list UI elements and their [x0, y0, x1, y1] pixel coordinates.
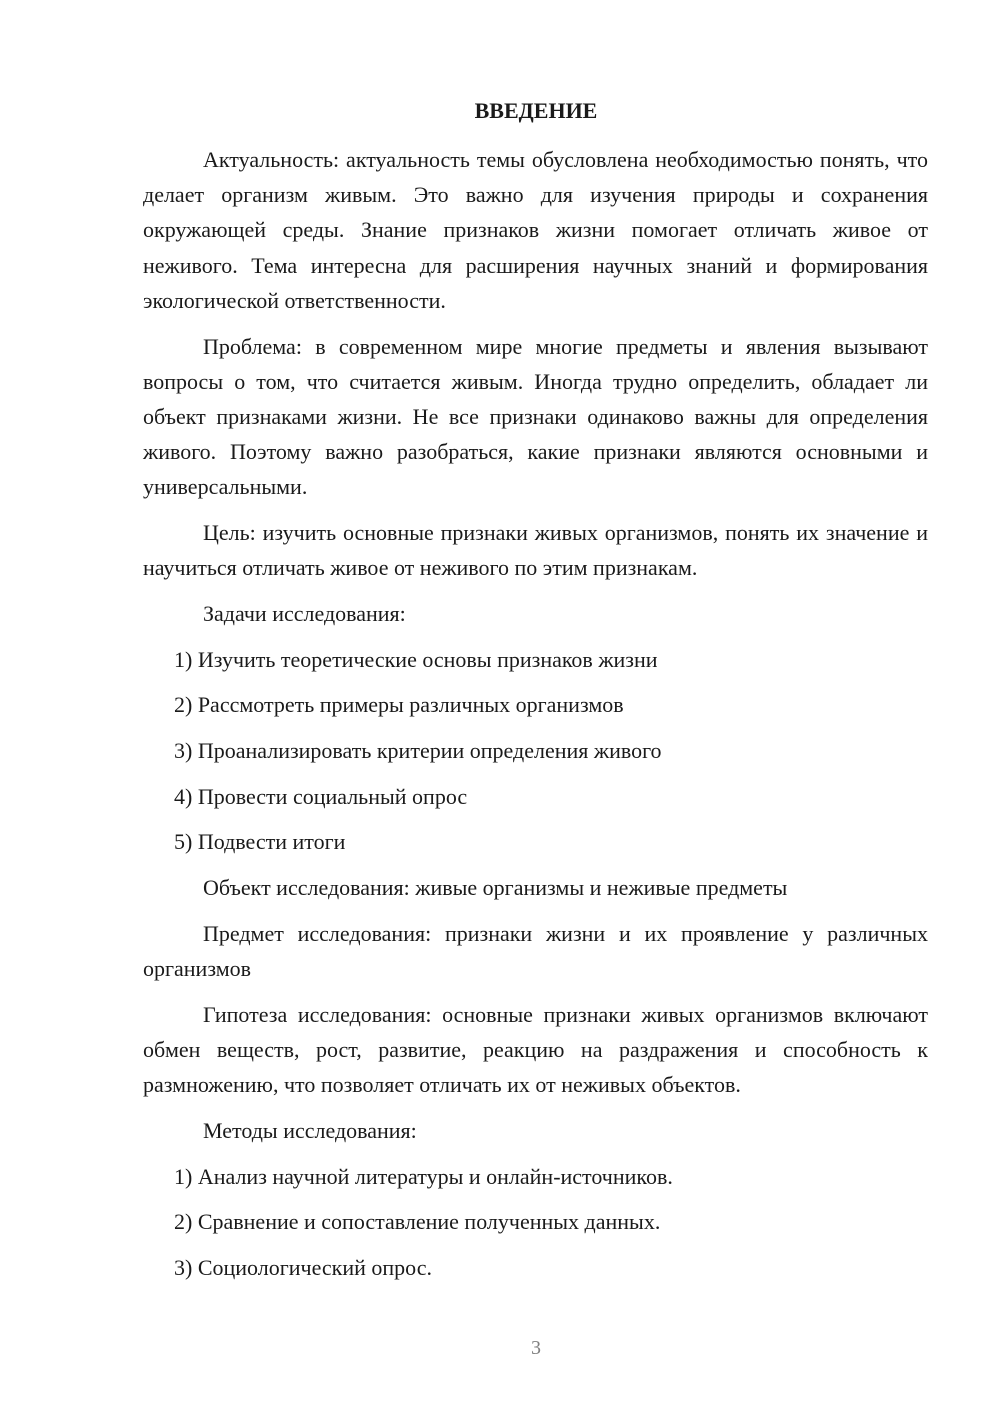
method-item: 2) Сравнение и сопоставление полученных данных.	[174, 1209, 661, 1235]
task-item: 5) Подвести итоги	[174, 829, 346, 855]
goal-paragraph: Цель: изучить основные признаки живых организмов, понять их значение и научиться отличать живое от неживого по этим признакам.	[143, 520, 928, 581]
method-item: 3) Социологический опрос.	[174, 1254, 432, 1280]
method-item: 1) Анализ научной литературы и онлайн-источников.	[174, 1163, 673, 1189]
object-paragraph: Объект исследования: живые организмы и неживые предметы	[203, 875, 788, 901]
hypothesis-paragraph: Гипотеза исследования: основные признаки живых организмов включают обмен веществ, рост, развитие, реакцию на раздражения и способность к размножению, что позволяет отличать их от неживых объектов.	[143, 1001, 928, 1098]
task-item: 3) Проанализировать критерии определения живого	[174, 738, 662, 764]
relevance-paragraph: Актуальность: актуальность темы обусловлена необходимостью понять, что делает организм живым. Это важно для изучения природы и сохранения окружающей среды. Знание признаков жизни помогает отличать живое от неживого. Тема интересна для расширения научных знаний и формирования экологической ответственности.	[143, 147, 928, 313]
task-item: 4) Провести социальный опрос	[174, 783, 468, 809]
tasks-heading: Задачи исследования:	[203, 600, 406, 626]
task-item: 2) Рассмотреть примеры различных организмов	[174, 692, 624, 718]
subject-paragraph: Предмет исследования: признаки жизни и их проявление у различных организмов	[143, 920, 928, 982]
task-item: 1) Изучить теоретические основы признаков жизни	[174, 646, 658, 672]
page-title: ВВЕДЕНИЕ	[474, 98, 598, 123]
page-number: 3	[531, 1337, 541, 1359]
document-body	[143, 142, 928, 1296]
problem-paragraph: Проблема: в современном мире многие предметы и явления вызывают вопросы о том, что считается живым. Иногда трудно определить, обладает ли объект признаками жизни. Не все признаки одинаково важны для определения живого. Поэтому важно разобраться, какие признаки являются основными и универсальными.	[143, 333, 928, 500]
methods-heading: Методы исследования:	[203, 1117, 417, 1143]
